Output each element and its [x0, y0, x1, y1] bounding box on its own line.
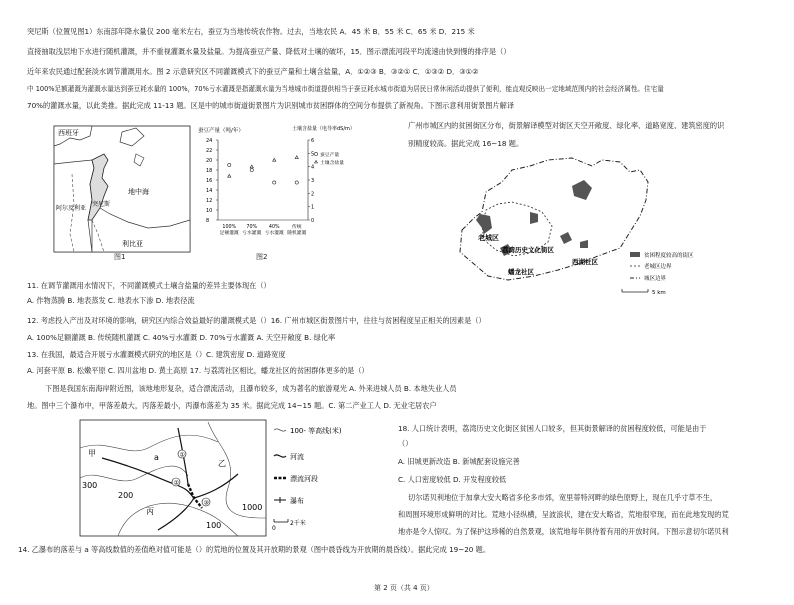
text-line-1: 突尼斯（位置见图1）东南部年降水量仅 200 毫米左右，蚕豆为当地传统农作物。过去，当地农民 A．45 米 B．55 米 C．65 米 D．215 米 — [27, 27, 475, 36]
figure-1-title: 图1 — [114, 253, 126, 261]
yield-point — [273, 181, 276, 184]
question-18-options-2: C. 人口密度较低 D. 开发程度较低 — [398, 475, 507, 484]
y1-tick-label: 20 — [206, 158, 213, 164]
map-scale: 5 km — [652, 290, 666, 296]
salinity-point — [273, 158, 276, 161]
river-label-3: ③ — [203, 499, 209, 507]
map-legend-poverty: 贫困程度较高的街区 — [644, 253, 694, 259]
passage-14-a: 下图是我国东南海岸附近图，该地地形复杂，适合漂流活动，且瀑布较多，成为著名的旅游观光 A. 外来进城人员 B. 本地失业人员 — [45, 384, 457, 393]
reading-line-3: 地亦是令人惊叹。为了保护这珍稀的自然景观，该荒地每年俱待着有用的开放时间。下图示意切尔诺贝利 — [398, 527, 729, 536]
river-legend-rafting: 漂流河段 — [290, 475, 318, 483]
x-tick-label-line2: 亏水灌溉 — [264, 231, 284, 236]
y1-tick-label: 22 — [206, 148, 213, 154]
y2-tick-label: 5 — [311, 151, 315, 158]
river-legend-contour: 100- 等高线(米) — [290, 427, 342, 435]
text-line-3: 近年来农民通过配套淡水调节灌溉用水。图 2 示意研究区不同灌溉模式下的蚕豆产量和土壤含盐量，A．①②③ B．③②① C．①③② D．③①② — [27, 67, 479, 76]
river-legend-river: 河流 — [290, 453, 304, 461]
river-label-2: ② — [173, 479, 179, 487]
text-line-4: 中 100%足额灌溉为灌溉水量达到蚕豆耗水量的 100%，70%亏水灌溉是指灌溉水量为当地城市街道提供相当于蚕豆耗水城市街道为居民日常休闲活动提供了便利，能直观反映出一定地域范围内的社会经济属性。住宅量 — [27, 85, 664, 93]
river-scale: 2千米 — [290, 520, 306, 527]
figure-2-title: 图2 — [256, 253, 268, 261]
guangzhou-poverty-map — [452, 152, 752, 302]
chart-y1-label: 蚕豆产量（吨/年） — [198, 128, 244, 134]
text-line-6: 广州市城区内的贫困街区分布，街景解译模型对街区天空开敞度、绿化率、道路宽度、建筑密度的识 — [408, 121, 725, 130]
river-label-1000: 1000 — [242, 503, 263, 512]
y1-tick-label: 10 — [206, 208, 213, 214]
y2-tick-label: 6 — [311, 138, 315, 144]
map-label-liwan: 荔湾历史文化街区 — [502, 246, 554, 254]
question-18: 18. 人口统计表明，荔湾历史文化街区贫困人口较多，但其街景解译的贫困程度较低，可能是由于 — [398, 424, 707, 433]
x-tick-label-line2: 亏水灌溉 — [242, 231, 262, 236]
map1-label-tunisia: 突尼斯 — [92, 201, 111, 208]
chart-y2-label: 土壤含盐量（电导率dS/m） — [292, 126, 355, 132]
salinity-point — [228, 174, 231, 177]
map1-label-algeria: 阿尔及利亚 — [56, 205, 87, 212]
text-line-7: 别精度较高。据此完成 16~18 题。 — [408, 139, 524, 148]
river-label-1: ① — [179, 451, 185, 459]
passage-14-b: 地。图中三个瀑布中，甲落差最大，丙落差最小，丙瀑布落差为 35 米。据此完成 14~15 题。C. 第二产业工人 D. 无业宅居农户 — [27, 401, 437, 410]
text-line-2: 直接抽取浅层地下水进行随机灌溉，并不重视灌溉水量及盐量。为提高蚕豆产量、降低对土壤的破坏，15．图示漂流河段平均流速由快到慢的排序是（） — [27, 47, 511, 56]
map-legend-old-boundary: 老城区边界 — [644, 264, 672, 270]
map-label-old-town: 老城区 — [478, 234, 499, 242]
question-18-options-1: A. 旧城更新改造 B. 新城配套设施完善 — [398, 457, 520, 466]
river-legend-waterfall: 瀑布 — [290, 497, 304, 505]
question-12: 12. 考虑投入产出及对环境的影响，研究区内综合效益最好的灌溉模式是（）16. 广州市城区街景图片中，往往与贫困程度呈正相关的因素是（） — [27, 316, 486, 325]
map-legend-city-boundary: 城区边界 — [644, 276, 667, 282]
y1-tick-label: 24 — [206, 138, 213, 144]
x-tick-label: 传统 — [291, 225, 302, 230]
legend-salinity: 土壤含盐量 — [320, 161, 344, 166]
river-label-300: 300 — [82, 481, 98, 490]
question-14: 14. 乙瀑布的落差与 a 等高线数值的差值绝对值可能是（）的荒地的位置及其开放期的景观（图中晨昏线为开放期的晨昏线）。据此完成 19~20 题。 — [18, 545, 491, 554]
figure-1-map — [52, 124, 192, 264]
river-map — [78, 418, 378, 540]
map1-label-spain: 西班牙 — [58, 129, 79, 137]
yield-point — [228, 163, 231, 166]
map-label-xihu: 西湖社区 — [572, 258, 598, 266]
question-11-options: A. 作物蒸腾 B. 地表蒸发 C. 地表水下渗 D. 地表径流 — [27, 296, 195, 305]
yield-point — [250, 168, 253, 171]
river-label-200: 200 — [118, 491, 134, 500]
question-13-options: A. 河套平原 B. 松嫩平原 C. 四川盆地 D. 黄土高原 17. 与荔湾社区相比，蟠龙社区的贫困群体更多的是（） — [27, 366, 369, 375]
legend-yield: 蚕豆产量 — [320, 153, 340, 158]
y2-tick-label: 1 — [311, 204, 315, 211]
x-tick-label-line2: 足额灌溉 — [219, 231, 239, 236]
yield-point — [295, 181, 298, 184]
y2-tick-label: 4 — [311, 164, 315, 171]
question-12-options: A. 100%足额灌溉 B. 传统随机灌溉 C. 40%亏水灌溉 D. 70%亏水灌溉 A. 天空开敞度 B. 绿化率 — [27, 333, 336, 342]
reading-line-1: 切尔诺贝利地位于加拿大安大略省多伦多市郊，宽里蒂特河畔的绿色原野上，现在几乎寸草不生， — [408, 493, 718, 502]
x-tick-label: 70% — [246, 225, 258, 230]
river-label-jia: 甲 — [88, 449, 96, 458]
y1-tick-label: 12 — [206, 198, 213, 204]
y1-tick-label: 14 — [206, 188, 213, 194]
river-label-bing: 丙 — [146, 507, 154, 516]
x-tick-label: 100% — [222, 225, 237, 230]
question-13: 13. 在我国，最适合开展亏水灌溉模式研究的地区是（）C. 建筑密度 D. 道路宽度 — [27, 350, 286, 359]
river-label-a: a — [154, 453, 159, 462]
y1-tick-label: 16 — [206, 178, 213, 184]
river-label-yi: 乙 — [218, 459, 226, 468]
salinity-point — [295, 156, 298, 159]
river-legend-zero: 0 — [272, 525, 276, 532]
page-footer: 第 2 页（共 4 页） — [374, 584, 434, 592]
x-tick-label-line2: 随机灌溉 — [287, 231, 307, 236]
y2-tick-label: 2 — [311, 191, 315, 198]
river-label-100: 100 — [206, 521, 222, 530]
question-11: 11. 在调节灌溉用水情况下，不同灌溉模式土壤含盐量的差异主要体现在（） — [27, 281, 271, 290]
text-line-5: 70%的灌溉水量，以此类推。据此完成 11-13 题。区是中的城市街道街景图片为识别城市贫困群体的空间分布提供了新视角。下图示意利用街景图片解译 — [27, 101, 515, 110]
y1-tick-label: 8 — [206, 218, 210, 224]
map1-label-mediterranean: 地中海 — [128, 188, 149, 196]
question-18-bracket: （） — [398, 439, 413, 448]
salinity-point — [250, 165, 253, 168]
x-tick-label: 40% — [268, 225, 280, 230]
map-label-panlong: 蟠龙社区 — [508, 268, 534, 276]
figure-2-chart — [196, 124, 355, 264]
y2-tick-label: 3 — [311, 178, 315, 184]
y2-tick-label: 0 — [311, 218, 315, 224]
y1-tick-label: 18 — [206, 168, 213, 174]
map1-label-libya: 利比亚 — [122, 240, 143, 248]
reading-line-2: 和周围环境形成鲜明的对比。荒地小径纵横，呈波浪状，建在安大略省，荒地很窄现，而在此地发现的荒 — [398, 510, 729, 519]
